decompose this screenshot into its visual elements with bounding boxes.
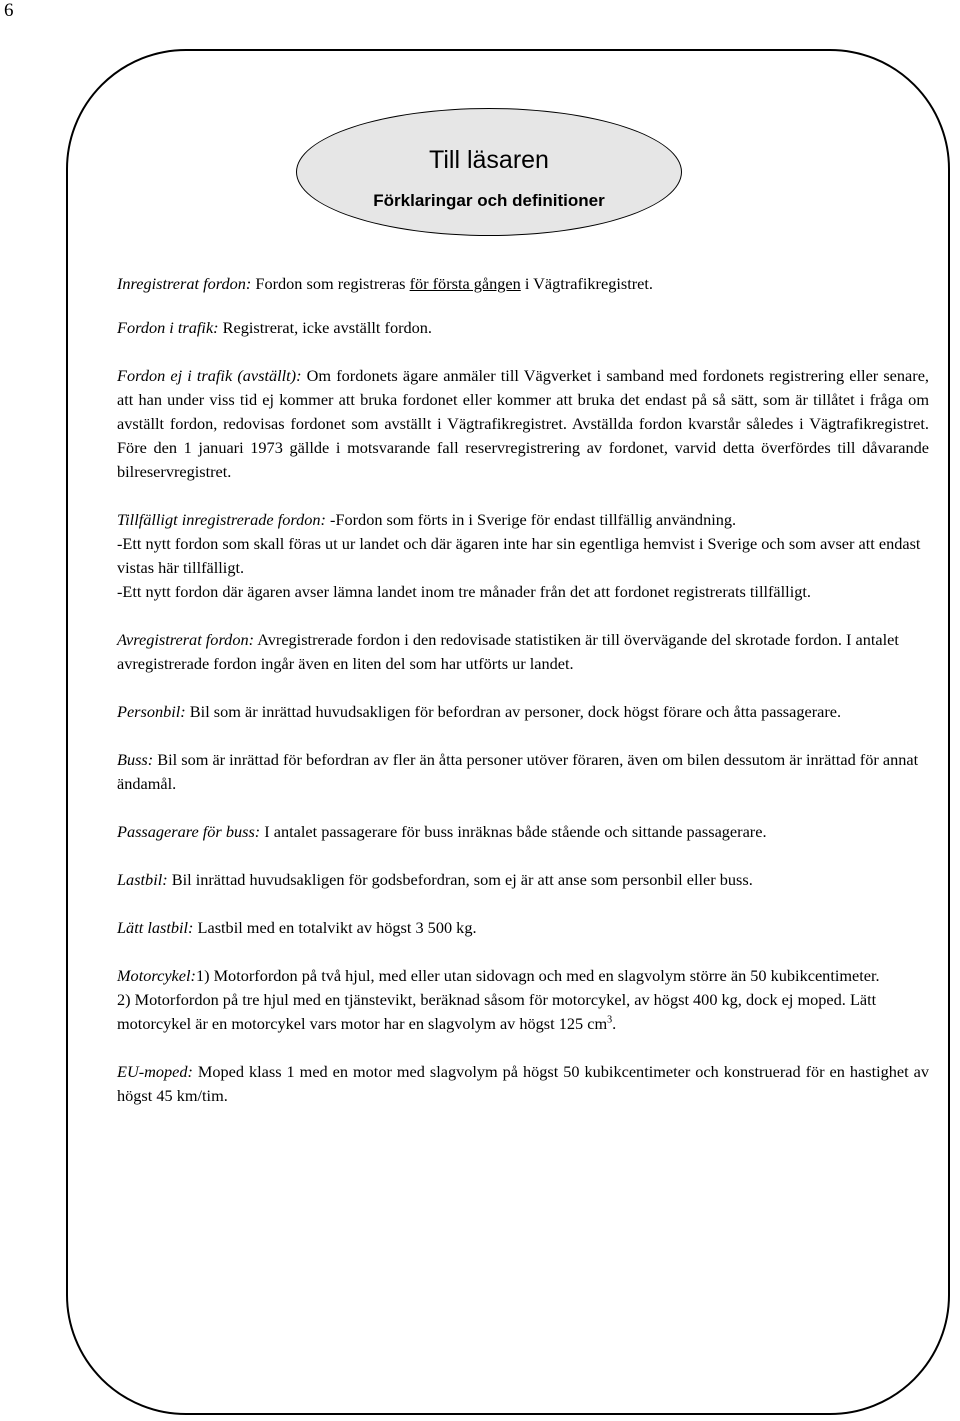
definition-ej-i-trafik [117, 364, 929, 484]
definition-tillfalligt-line3: -Ett nytt fordon där ägaren avser lämna landet inom tre månader från det att fordonet registrerats tillfälligt. [117, 582, 811, 601]
term-label: Lastbil: [117, 870, 168, 889]
definition-text: Fordon som registreras [251, 274, 410, 293]
term-label: Inregistrerat fordon: [117, 274, 252, 293]
underlined-text: för första gången [409, 274, 521, 293]
term-label: Tillfälligt inregistrerade fordon: [117, 510, 326, 529]
term-label: EU-moped: [117, 1062, 193, 1081]
definition-personbil [117, 700, 929, 724]
definition-eu-moped [117, 1060, 929, 1108]
definition-text: 1) Motorfordon på två hjul, med eller utan sidovagn och med en slagvolym större än 50 kubikcentimeter. [195, 966, 880, 985]
definition-passagerare [117, 820, 929, 844]
term-label: Avregistrerat fordon: [117, 630, 255, 649]
definition-i-trafik [117, 316, 929, 340]
term-label: Passagerare för buss: [117, 822, 261, 841]
term-label: Buss: [117, 750, 154, 769]
definition-tillfalligt [117, 508, 929, 532]
definition-avregistrerat [117, 628, 929, 676]
term-label: Motorcykel: [117, 966, 196, 985]
definition-text: i Vägtrafikregistret. [520, 274, 653, 293]
definition-text: Moped klass 1 med en motor med slagvolym på högst 50 kubikcentimeter och konstruerad för en hastighet av högst 45 km/tim. [117, 1062, 929, 1105]
definition-motorcykel [117, 964, 929, 988]
term-label: Lätt lastbil: [117, 918, 194, 937]
superscript: 3 [607, 1014, 613, 1026]
page-subtitle: Förklaringar och definitioner [373, 191, 605, 210]
definition-text: Lastbil med en totalvikt av högst 3 500 kg. [193, 918, 477, 937]
definition-buss [117, 748, 929, 796]
definition-latt-lastbil [117, 916, 929, 940]
term-label: Fordon ej i trafik (avställt): [117, 366, 302, 385]
definition-text: Bil som är inrättad huvudsakligen för befordran av personer, dock högst förare och åtta passagerare. [185, 702, 842, 721]
definition-lastbil [117, 868, 929, 892]
term-label: Fordon i trafik: [117, 318, 219, 337]
definition-text: -Fordon som förts in i Sverige för endast tillfällig användning. [325, 510, 737, 529]
page-title: Till läsaren [429, 146, 549, 174]
definition-inregistrerat [117, 272, 929, 296]
definition-text: Bil inrättad huvudsakligen för godsbefordran, som ej är att anse som personbil eller buss. [167, 870, 753, 889]
definition-text: Registrerat, icke avställt fordon. [218, 318, 433, 337]
definition-text: Bil som är inrättad för befordran av fler än åtta personer utöver föraren, även om bilen dessutom är inrättad för annat ändamål. [117, 750, 919, 793]
page-number: 6 [4, 0, 14, 21]
term-label: Personbil: [117, 702, 186, 721]
definitions-list [117, 272, 929, 1108]
definition-tillfalligt-line2: -Ett nytt fordon som skall föras ut ur landet och där ägaren inte har sin egentliga hemvist i Sverige och som avser att endast vistas här tillfälligt. [117, 534, 921, 577]
definition-text: Avregistrerade fordon i den redovisade statistiken är till övervägande del skrotade fordon. I antalet avregistrerade fordon ingår även en liten del som har utförts ur landet. [117, 630, 899, 673]
definition-text: . [612, 1014, 617, 1033]
definition-text: 2) Motorfordon på tre hjul med en tjänstevikt, beräknad såsom för motorcykel, av högst 400 kg, dock ej moped. Lätt motorcykel är en motorcykel vars motor har en slagvolym av högst 125 cm [117, 990, 877, 1033]
definition-motorcykel-line2 [117, 988, 929, 1036]
definition-text: I antalet passagerare för buss inräknas både stående och sittande passagerare. [260, 822, 767, 841]
definition-text: Om fordonets ägare anmäler till Vägverket i samband med fordonets registrering eller senare, att han under viss tid ej kommer att bruka fordonet eller kommer att bruka det endast på så sätt, som är tillåtet i fråga om avställt fordon, redovisas fordonet som avställt i Vägtrafikregistret. Avställda fordon kvarstår således i Vägtrafikregistret. Före den 1 januari 1973 gällde i motsvarande fall reservregistrering av fordonet, varvid detta överfördes till dåvarande bilreservregistret. [117, 366, 929, 481]
title-oval [296, 108, 682, 236]
